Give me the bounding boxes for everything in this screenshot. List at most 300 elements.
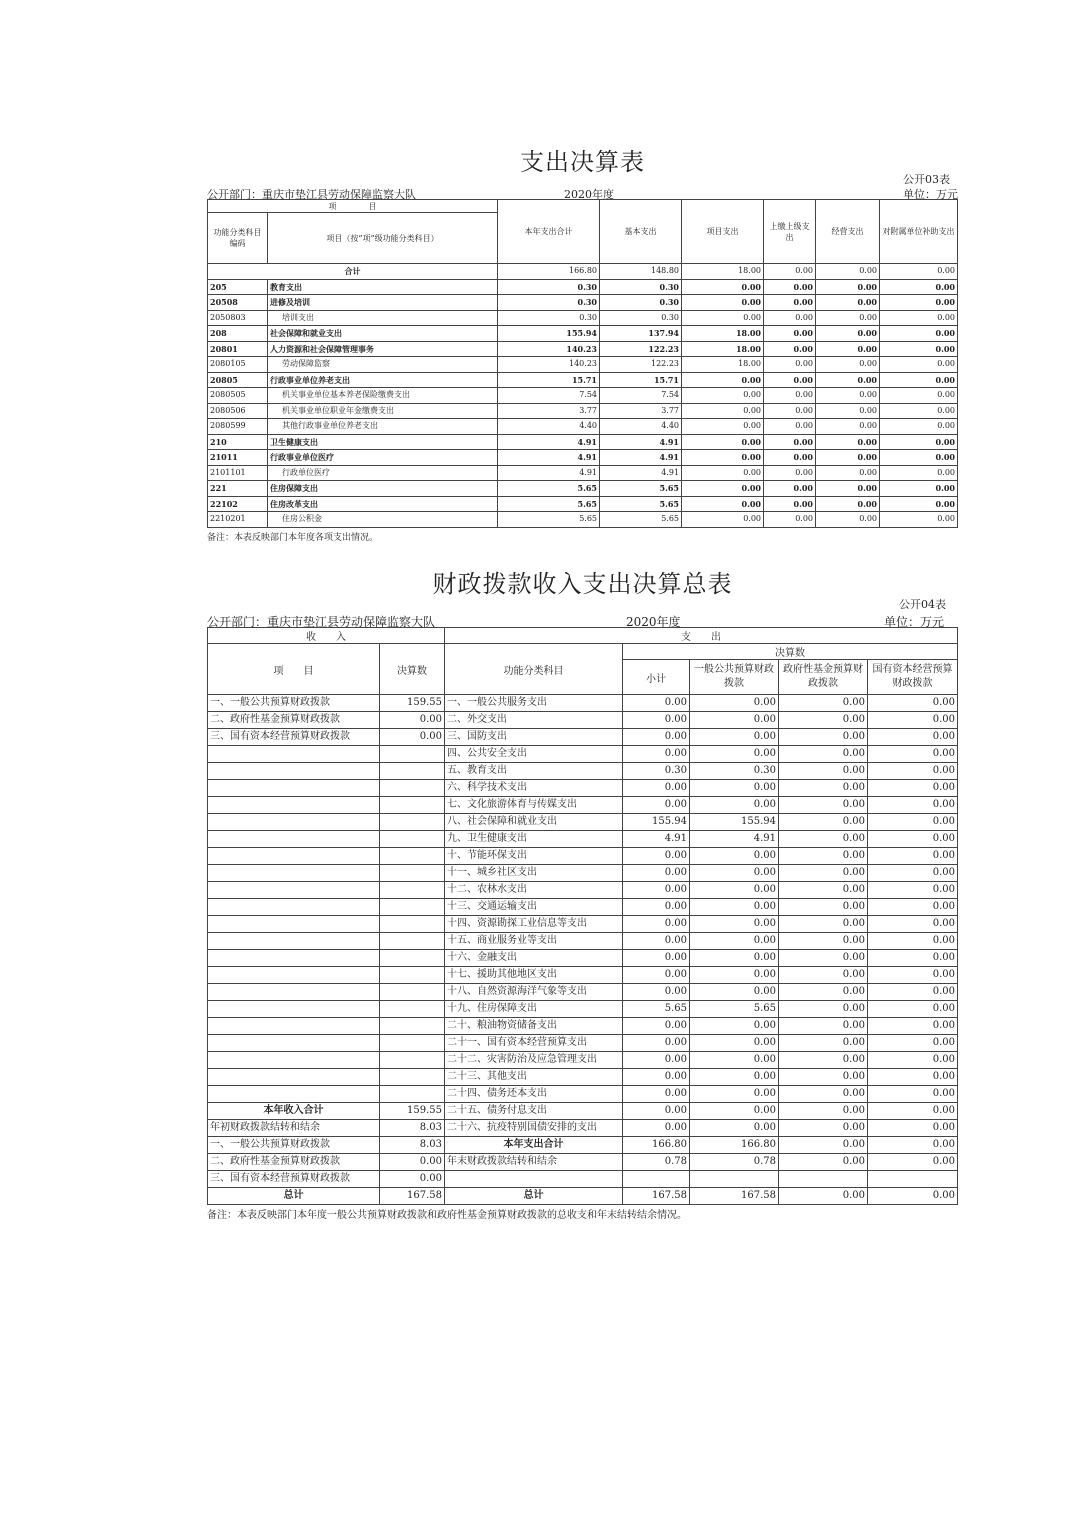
table-row — [208, 950, 958, 967]
income-value — [380, 916, 445, 933]
value-cell: 5.65 — [600, 496, 682, 512]
value-cell: 0.00 — [880, 434, 958, 450]
header-business: 经营支出 — [816, 200, 880, 264]
expense-value: 5.65 — [690, 1001, 779, 1018]
header-income: 收 入 — [208, 628, 445, 644]
name-cell: 培训支出 — [268, 310, 498, 326]
expense-value: 0.00 — [868, 814, 958, 831]
value-cell: 0.00 — [880, 465, 958, 481]
expense-value: 0.00 — [623, 729, 690, 746]
name-cell: 进修及培训 — [268, 295, 498, 311]
value-cell: 0.00 — [880, 310, 958, 326]
expense-item: 年末财政拨款结转和结余 — [445, 1154, 623, 1171]
expense-item: 二、外交支出 — [445, 712, 623, 729]
expense-value: 0.00 — [779, 746, 868, 763]
table-row — [208, 967, 958, 984]
expense-item: 十八、自然资源海洋气象等支出 — [445, 984, 623, 1001]
value-cell: 0.30 — [498, 310, 600, 326]
expense-value: 0.00 — [868, 712, 958, 729]
expense-value: 0.00 — [868, 729, 958, 746]
value-cell: 0.00 — [764, 450, 816, 466]
table-row — [208, 450, 958, 466]
expense-value: 0.00 — [868, 916, 958, 933]
expense-item: 本年支出合计 — [445, 1137, 623, 1154]
income-value: 0.00 — [380, 729, 445, 746]
expense-value: 0.00 — [690, 1086, 779, 1103]
value-cell: 0.00 — [682, 481, 764, 497]
expense-value: 0.00 — [868, 1188, 958, 1205]
income-item — [208, 984, 380, 1001]
appropriation-table — [207, 627, 958, 1205]
table-row — [208, 1188, 958, 1205]
income-value — [380, 1086, 445, 1103]
value-cell: 0.00 — [764, 434, 816, 450]
value-cell: 15.71 — [498, 372, 600, 388]
income-value — [380, 950, 445, 967]
value-cell: 0.30 — [498, 295, 600, 311]
value-cell: 0.00 — [764, 341, 816, 357]
expense-value — [779, 1171, 868, 1188]
table2-code: 公开04表 — [899, 598, 946, 611]
expense-value: 0.00 — [623, 916, 690, 933]
expense-value: 0.00 — [779, 1001, 868, 1018]
code-cell: 20508 — [208, 295, 268, 311]
table-row — [208, 1018, 958, 1035]
value-cell: 0.00 — [816, 512, 880, 528]
expense-value: 0.00 — [779, 1035, 868, 1052]
value-cell: 5.65 — [498, 481, 600, 497]
expense-value: 0.00 — [623, 967, 690, 984]
table-row — [208, 729, 958, 746]
cell: 166.80 — [498, 264, 600, 280]
total-row — [208, 264, 958, 280]
expense-item: 十六、金融支出 — [445, 950, 623, 967]
table2-year: 2020年度 — [626, 615, 681, 629]
table-row — [208, 1103, 958, 1120]
income-item — [208, 1086, 380, 1103]
expense-value: 0.00 — [868, 1120, 958, 1137]
income-value — [380, 848, 445, 865]
value-cell: 137.94 — [600, 326, 682, 342]
expense-value: 0.00 — [690, 967, 779, 984]
code-cell: 221 — [208, 481, 268, 497]
value-cell: 0.00 — [764, 465, 816, 481]
value-cell: 5.65 — [600, 512, 682, 528]
expense-value: 0.00 — [690, 695, 779, 712]
header-func: 功能分类科目 — [445, 644, 623, 695]
value-cell: 140.23 — [498, 341, 600, 357]
expense-item: 二十、粮油物资储备支出 — [445, 1018, 623, 1035]
value-cell: 0.00 — [816, 295, 880, 311]
expense-value: 167.58 — [690, 1188, 779, 1205]
table-row — [208, 341, 958, 357]
expense-item: 七、文化旅游体育与传媒支出 — [445, 797, 623, 814]
expense-value: 0.00 — [690, 882, 779, 899]
value-cell: 0.00 — [682, 279, 764, 295]
expense-value: 0.00 — [779, 1137, 868, 1154]
income-value — [380, 831, 445, 848]
value-cell: 0.30 — [600, 295, 682, 311]
value-cell: 3.77 — [498, 403, 600, 419]
expense-value: 0.00 — [779, 780, 868, 797]
income-item: 年初财政拨款结转和结余 — [208, 1120, 380, 1137]
expense-value: 0.00 — [779, 729, 868, 746]
header-project: 项目支出 — [682, 200, 764, 264]
expense-value: 155.94 — [690, 814, 779, 831]
value-cell: 0.30 — [498, 279, 600, 295]
value-cell: 18.00 — [682, 326, 764, 342]
expense-item: 二十五、债务付息支出 — [445, 1103, 623, 1120]
code-cell: 20801 — [208, 341, 268, 357]
value-cell: 18.00 — [682, 357, 764, 373]
table1-unit: 单位：万元 — [903, 188, 958, 201]
cell: 148.80 — [600, 264, 682, 280]
code-cell: 208 — [208, 326, 268, 342]
expense-value: 0.00 — [623, 712, 690, 729]
value-cell: 0.00 — [764, 419, 816, 435]
value-cell: 4.91 — [498, 465, 600, 481]
header-final: 决算数 — [380, 644, 445, 695]
income-value: 8.03 — [380, 1120, 445, 1137]
expense-item: 四、公共安全支出 — [445, 746, 623, 763]
header-basic: 基本支出 — [600, 200, 682, 264]
income-item — [208, 950, 380, 967]
expense-value: 0.78 — [623, 1154, 690, 1171]
expense-item: 三、国防支出 — [445, 729, 623, 746]
value-cell: 0.00 — [880, 496, 958, 512]
table-row — [208, 984, 958, 1001]
expense-value: 0.00 — [623, 797, 690, 814]
expense-value: 0.00 — [623, 865, 690, 882]
expense-item: 十五、商业服务业等支出 — [445, 933, 623, 950]
total-label: 合计 — [208, 264, 498, 280]
income-item — [208, 814, 380, 831]
expense-value: 4.91 — [690, 831, 779, 848]
expense-value: 0.00 — [623, 950, 690, 967]
income-item — [208, 899, 380, 916]
value-cell: 0.00 — [764, 512, 816, 528]
expense-value: 0.00 — [868, 763, 958, 780]
value-cell: 5.65 — [498, 512, 600, 528]
income-value: 8.03 — [380, 1137, 445, 1154]
income-item — [208, 831, 380, 848]
expense-item: 十九、住房保障支出 — [445, 1001, 623, 1018]
name-cell: 卫生健康支出 — [268, 434, 498, 450]
value-cell: 0.00 — [816, 481, 880, 497]
expense-value: 0.00 — [868, 1103, 958, 1120]
value-cell: 0.00 — [682, 403, 764, 419]
header-subsidy: 对附属单位补助支出 — [880, 200, 958, 264]
value-cell: 140.23 — [498, 357, 600, 373]
value-cell: 0.00 — [880, 403, 958, 419]
code-cell: 2050803 — [208, 310, 268, 326]
expense-value: 0.00 — [868, 1086, 958, 1103]
income-value — [380, 1069, 445, 1086]
code-cell: 2101101 — [208, 465, 268, 481]
income-item — [208, 746, 380, 763]
expense-value: 0.00 — [779, 831, 868, 848]
name-cell: 机关事业单位职业年金缴费支出 — [268, 403, 498, 419]
expense-item: 八、社会保障和就业支出 — [445, 814, 623, 831]
income-item — [208, 1052, 380, 1069]
value-cell: 0.00 — [816, 450, 880, 466]
expense-value: 0.00 — [690, 780, 779, 797]
income-value — [380, 865, 445, 882]
value-cell: 0.00 — [816, 310, 880, 326]
expense-value: 0.00 — [868, 695, 958, 712]
table-row — [208, 295, 958, 311]
income-item — [208, 848, 380, 865]
expense-value: 0.00 — [868, 1069, 958, 1086]
expense-value: 0.00 — [623, 1120, 690, 1137]
table-row — [208, 512, 958, 528]
expense-value: 0.00 — [779, 814, 868, 831]
income-item — [208, 916, 380, 933]
expense-item: 总计 — [445, 1188, 623, 1205]
income-value: 0.00 — [380, 1171, 445, 1188]
expense-value: 0.00 — [868, 1001, 958, 1018]
table-row — [208, 403, 958, 419]
value-cell: 0.00 — [764, 310, 816, 326]
table2-title: 财政拨款收入支出决算总表 — [432, 570, 733, 598]
expense-value: 0.00 — [690, 848, 779, 865]
expense-value: 0.00 — [868, 1018, 958, 1035]
expense-value: 0.00 — [690, 916, 779, 933]
expense-value: 0.30 — [623, 763, 690, 780]
value-cell: 0.00 — [880, 372, 958, 388]
table-row — [208, 279, 958, 295]
income-item — [208, 882, 380, 899]
income-item — [208, 1035, 380, 1052]
value-cell: 122.23 — [600, 357, 682, 373]
expense-value — [690, 1171, 779, 1188]
code-cell: 22102 — [208, 496, 268, 512]
value-cell: 4.91 — [600, 450, 682, 466]
income-item: 二、政府性基金预算财政拨款 — [208, 712, 380, 729]
table-row — [208, 1052, 958, 1069]
expense-value: 0.00 — [779, 1018, 868, 1035]
table-row — [208, 695, 958, 712]
income-item: 二、政府性基金预算财政拨款 — [208, 1154, 380, 1171]
header-e3: 国有资本经营预算财政拨款 — [868, 660, 958, 695]
table-row — [208, 481, 958, 497]
income-item — [208, 967, 380, 984]
expense-value: 0.30 — [690, 763, 779, 780]
expense-value: 0.00 — [690, 1052, 779, 1069]
expense-value: 0.00 — [779, 984, 868, 1001]
code-cell: 2210201 — [208, 512, 268, 528]
code-cell: 20805 — [208, 372, 268, 388]
expense-value: 0.00 — [779, 763, 868, 780]
value-cell: 0.30 — [600, 279, 682, 295]
table-row — [208, 933, 958, 950]
expense-value: 0.00 — [868, 1137, 958, 1154]
income-value — [380, 763, 445, 780]
expense-value: 0.00 — [779, 1103, 868, 1120]
income-item — [208, 780, 380, 797]
table-row — [208, 465, 958, 481]
expense-value: 0.00 — [779, 695, 868, 712]
expense-value: 0.00 — [779, 882, 868, 899]
expense-table — [207, 199, 958, 528]
expense-value: 0.00 — [623, 1103, 690, 1120]
table-row — [208, 434, 958, 450]
table1-title: 支出决算表 — [520, 148, 645, 176]
value-cell: 0.30 — [600, 310, 682, 326]
expense-value: 166.80 — [690, 1137, 779, 1154]
expense-item: 二十二、灾害防治及应急管理支出 — [445, 1052, 623, 1069]
value-cell: 4.91 — [498, 434, 600, 450]
expense-value: 0.00 — [690, 1035, 779, 1052]
expense-value: 0.00 — [779, 967, 868, 984]
table-row — [208, 865, 958, 882]
expense-value: 0.00 — [623, 848, 690, 865]
expense-value: 0.00 — [779, 1052, 868, 1069]
value-cell: 0.00 — [816, 388, 880, 404]
expense-value: 0.00 — [623, 695, 690, 712]
table2-unit: 单位：万元 — [884, 615, 945, 629]
name-cell: 行政单位医疗 — [268, 465, 498, 481]
table1-year: 2020年度 — [564, 188, 614, 201]
cell: 0.00 — [816, 264, 880, 280]
expense-value — [868, 1171, 958, 1188]
income-item — [208, 763, 380, 780]
value-cell: 0.00 — [764, 326, 816, 342]
expense-value: 0.00 — [690, 1120, 779, 1137]
expense-value: 0.00 — [623, 1018, 690, 1035]
value-cell: 0.00 — [880, 326, 958, 342]
table-row — [208, 1171, 958, 1188]
expense-value: 0.00 — [623, 746, 690, 763]
income-value: 159.55 — [380, 695, 445, 712]
expense-value: 0.00 — [779, 899, 868, 916]
value-cell: 0.00 — [682, 388, 764, 404]
expense-item: 十四、资源勘探工业信息等支出 — [445, 916, 623, 933]
table-row — [208, 712, 958, 729]
name-cell: 住房改革支出 — [268, 496, 498, 512]
value-cell: 0.00 — [880, 419, 958, 435]
income-value: 0.00 — [380, 1154, 445, 1171]
name-cell: 社会保障和就业支出 — [268, 326, 498, 342]
expense-value: 0.00 — [779, 712, 868, 729]
expense-value: 0.00 — [623, 882, 690, 899]
header-total: 本年支出合计 — [498, 200, 600, 264]
code-cell: 2080506 — [208, 403, 268, 419]
expense-value: 0.00 — [690, 746, 779, 763]
income-value — [380, 1052, 445, 1069]
value-cell: 0.00 — [880, 481, 958, 497]
income-value — [380, 814, 445, 831]
expense-item: 十一、城乡社区支出 — [445, 865, 623, 882]
income-value — [380, 899, 445, 916]
expense-value: 0.00 — [623, 1069, 690, 1086]
value-cell: 18.00 — [682, 341, 764, 357]
income-value — [380, 882, 445, 899]
table-row — [208, 1120, 958, 1137]
table2-note: 备注：本表反映部门本年度一般公共预算财政拨款和政府性基金预算财政拨款的总收支和年末结转结余情况。 — [207, 1210, 687, 1221]
expense-value: 0.00 — [868, 780, 958, 797]
header-expense: 支 出 — [445, 628, 958, 644]
value-cell: 0.00 — [764, 481, 816, 497]
value-cell: 0.00 — [816, 434, 880, 450]
value-cell: 4.91 — [600, 434, 682, 450]
value-cell: 0.00 — [682, 450, 764, 466]
expense-value: 0.00 — [623, 1086, 690, 1103]
expense-value: 0.00 — [690, 865, 779, 882]
value-cell: 0.00 — [816, 372, 880, 388]
expense-value: 0.00 — [690, 729, 779, 746]
income-value — [380, 933, 445, 950]
value-cell: 0.00 — [764, 357, 816, 373]
value-cell: 0.00 — [682, 310, 764, 326]
value-cell: 0.00 — [764, 388, 816, 404]
header-e1: 一般公共预算财政拨款 — [690, 660, 779, 695]
expense-value: 0.00 — [779, 848, 868, 865]
header-e2: 政府性基金预算财政拨款 — [779, 660, 868, 695]
expense-value: 0.00 — [690, 712, 779, 729]
value-cell: 122.23 — [600, 341, 682, 357]
value-cell: 0.00 — [764, 295, 816, 311]
expense-value: 0.00 — [868, 1154, 958, 1171]
expense-item: 十二、农林水支出 — [445, 882, 623, 899]
expense-value: 166.80 — [623, 1137, 690, 1154]
expense-item: 二十四、债务还本支出 — [445, 1086, 623, 1103]
expense-value: 0.00 — [779, 916, 868, 933]
expense-value: 0.00 — [779, 1120, 868, 1137]
income-item: 三、国有资本经营预算财政拨款 — [208, 729, 380, 746]
table-row — [208, 326, 958, 342]
table-row — [208, 814, 958, 831]
expense-value: 0.00 — [623, 780, 690, 797]
expense-value: 0.00 — [868, 797, 958, 814]
value-cell: 0.00 — [682, 434, 764, 450]
header-item: 项 目 — [208, 200, 498, 213]
expense-value: 0.00 — [779, 1086, 868, 1103]
table-row — [208, 1001, 958, 1018]
expense-value: 0.00 — [868, 1052, 958, 1069]
table-row — [208, 899, 958, 916]
code-cell: 2080505 — [208, 388, 268, 404]
value-cell: 0.00 — [816, 357, 880, 373]
table-row — [208, 496, 958, 512]
expense-value: 0.00 — [779, 797, 868, 814]
expense-value: 0.00 — [779, 865, 868, 882]
table-row — [208, 831, 958, 848]
expense-value: 0.00 — [779, 1069, 868, 1086]
expense-value: 0.00 — [623, 1052, 690, 1069]
expense-value: 0.00 — [868, 746, 958, 763]
value-cell: 0.00 — [764, 279, 816, 295]
code-cell: 210 — [208, 434, 268, 450]
income-item: 三、国有资本经营预算财政拨款 — [208, 1171, 380, 1188]
table-row — [208, 882, 958, 899]
value-cell: 0.00 — [816, 465, 880, 481]
value-cell: 0.00 — [682, 372, 764, 388]
expense-item: 六、科学技术支出 — [445, 780, 623, 797]
value-cell: 0.00 — [816, 326, 880, 342]
expense-item: 二十六、抗疫特别国债安排的支出 — [445, 1120, 623, 1137]
code-cell: 2080105 — [208, 357, 268, 373]
expense-value: 0.00 — [690, 933, 779, 950]
expense-value: 0.00 — [690, 899, 779, 916]
expense-item: 五、教育支出 — [445, 763, 623, 780]
expense-value: 0.00 — [779, 950, 868, 967]
expense-value: 5.65 — [623, 1001, 690, 1018]
code-cell: 205 — [208, 279, 268, 295]
table-row — [208, 372, 958, 388]
value-cell: 4.91 — [498, 450, 600, 466]
expense-item: 一、一般公共服务支出 — [445, 695, 623, 712]
